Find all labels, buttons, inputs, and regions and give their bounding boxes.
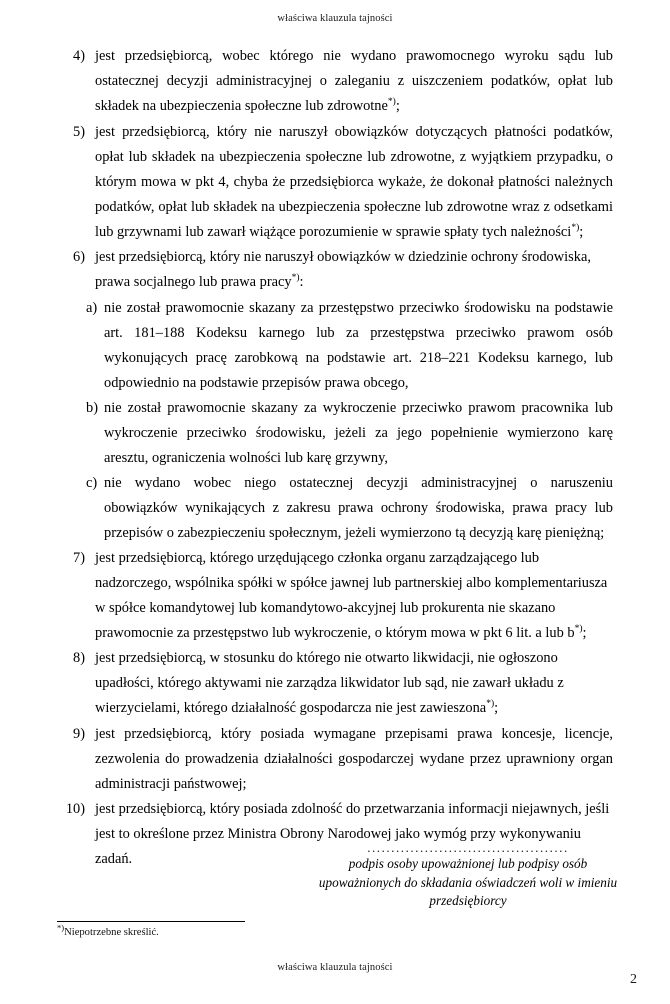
clause-item [57, 546, 613, 646]
clause-tail: ; [494, 700, 499, 716]
subclause-item [57, 296, 613, 396]
footnote-ref-icon: *) [571, 222, 580, 233]
clause-text [85, 245, 613, 295]
subclause-marker: c) [86, 474, 98, 491]
clause-tail: ; [395, 98, 400, 114]
clause-body-text: jest przedsiębiorcą, wobec którego nie wydano prawomocnego wyroku sądu lub ostatecznej decyzji administracyjnej o zaleganiu z uiszczeniem podatków, opłat lub składek na ubezpieczenia społeczne lub zdrowotne [95, 48, 613, 114]
clause-item [57, 245, 613, 295]
subclause-item [57, 396, 613, 471]
footnote-text [57, 922, 557, 940]
clause-marker: 9) [73, 725, 85, 742]
subclause-marker: a) [86, 299, 98, 316]
clause-text [85, 646, 613, 721]
clause-tail: ; [579, 223, 584, 240]
footnote-ref-icon: *) [387, 97, 396, 108]
clause-item [57, 722, 613, 797]
signature-caption-line-3: przedsiębiorcy [429, 893, 507, 908]
clause-text: jest przedsiębiorcą, który posiada wymagane przepisami prawa koncesje, licencje, zezwolenia do prowadzenia działalności gospodarczej wydane przez uprawniony organ administracji państwowej; [95, 725, 613, 792]
clause-marker: 7) [73, 549, 85, 566]
clause-item [57, 646, 613, 721]
footnote-separator [57, 921, 245, 922]
clause-text [85, 44, 613, 119]
running-footer: właściwa klauzula tajności [277, 962, 393, 973]
clause-marker: 10) [65, 801, 85, 817]
clause-marker: 5) [73, 123, 85, 140]
clause-list [57, 44, 613, 873]
clause-body-text: jest przedsiębiorcą, który nie naruszył obowiązków dotyczących płatności podatków, opłat lub składek na ubezpieczenia społeczne lub zdrowotne, z wyjątkiem przypadku, o którym mowa w pkt 4, chyba że przedsiębiorca wykaże, że dokonał płatności należnych podatków, opłat lub składek na ubezpieczenia społeczne lub zdrowotne wraz z odsetkami lub grzywnami lub zawarł wiążące porozumienie w sprawie spłaty tych należności [95, 123, 613, 240]
clause-text: jest przedsiębiorcą, który posiada zdolność do przetwarzania informacji niejawnych, jeśli jest to określone przez Ministra Obrony Narodowej jako wymóg przy wykonywaniu zadań. [95, 801, 610, 867]
subclause-marker: b) [86, 399, 98, 416]
clause-text [85, 120, 613, 245]
clause-tail: ; [582, 624, 587, 641]
footnote-marker-icon: *) [57, 922, 65, 933]
clause-body-text: jest przedsiębiorcą, w stosunku do którego nie otwarto likwidacji, nie ogłoszono upadłości, którego aktywami nie zarządza likwidator lub sąd, nie zawarł układu z wierzycielami, którego działalność gospodarcza nie jest zawieszona [95, 650, 564, 716]
clause-marker: 6) [73, 249, 85, 265]
clause-body-text: jest przedsiębiorcą, którego urzędującego członka organu zarządzającego lub nadzorczego, wspólnika spółki w spółce jawnej lub partnerskiej albo komplementariusza w spółce komandytowej lub komandytowo-akcyjnej lub prokurenta nie skazano prawomocnie za przestępstwo lub wykroczenie, o którym mowa w pkt 6 lit. a lub b [95, 549, 608, 641]
subclause-text: nie został prawomocnie skazany za wykroczenie przeciwko prawom pracownika lub wykroczenie przeciwko środowisku, jeżeli za jego popełnienie wymierzono karę aresztu, ograniczenia wolności lub karę grzywny, [104, 399, 613, 466]
subclause-item [57, 471, 613, 546]
page-number: 2 [630, 972, 637, 987]
running-header: właściwa klauzula tajności [277, 13, 393, 24]
clause-item [57, 120, 613, 245]
clause-body-text: jest przedsiębiorcą, który nie naruszył obowiązków w dziedzinie ochrony środowiska, prawa socjalnego lub prawa pracy [95, 249, 591, 290]
clause-marker: 8) [73, 650, 85, 666]
signature-dotted-line: .......................................... [367, 841, 569, 855]
subclause-text: nie wydano wobec niego ostatecznej decyzji administracyjnej o naruszeniu obowiązków wynikających z zakresu prawa ochrony środowiska, prawa pracy lub przepisów o zabezpieczeniu społecznym, jeżeli wymierzono tą decyzją karę pieniężną; [104, 474, 613, 541]
clause-tail: : [299, 274, 304, 290]
clause-item [57, 44, 613, 119]
clause-text [85, 546, 613, 646]
subclause-text: nie został prawomocnie skazany za przestępstwo przeciwko środowisku na podstawie art. 181–188 Kodeksu karnego lub za przestępstwa przeciwko prawom osób wykonujących pracę zarobkową na podstawie art. 218–221 Kodeksu karnego, lub odpowiednio na podstawie przepisów prawa obcego, [104, 299, 613, 391]
footnote-area [57, 921, 557, 940]
footnote-ref-icon: *) [574, 623, 583, 634]
signature-block [318, 841, 618, 911]
signature-caption-line-1: podpis osoby upoważnionej lub podpisy osób [348, 856, 588, 871]
subclause-list [57, 296, 613, 546]
footnote-body: Niepotrzebne skreślić. [64, 927, 159, 938]
signature-caption-line-2: upoważnionych do składania oświadczeń woli w imieniu [318, 874, 618, 890]
footnote-ref-icon: *) [486, 699, 495, 710]
clause-marker: 4) [73, 48, 85, 64]
footnote-ref-icon: *) [291, 273, 300, 284]
